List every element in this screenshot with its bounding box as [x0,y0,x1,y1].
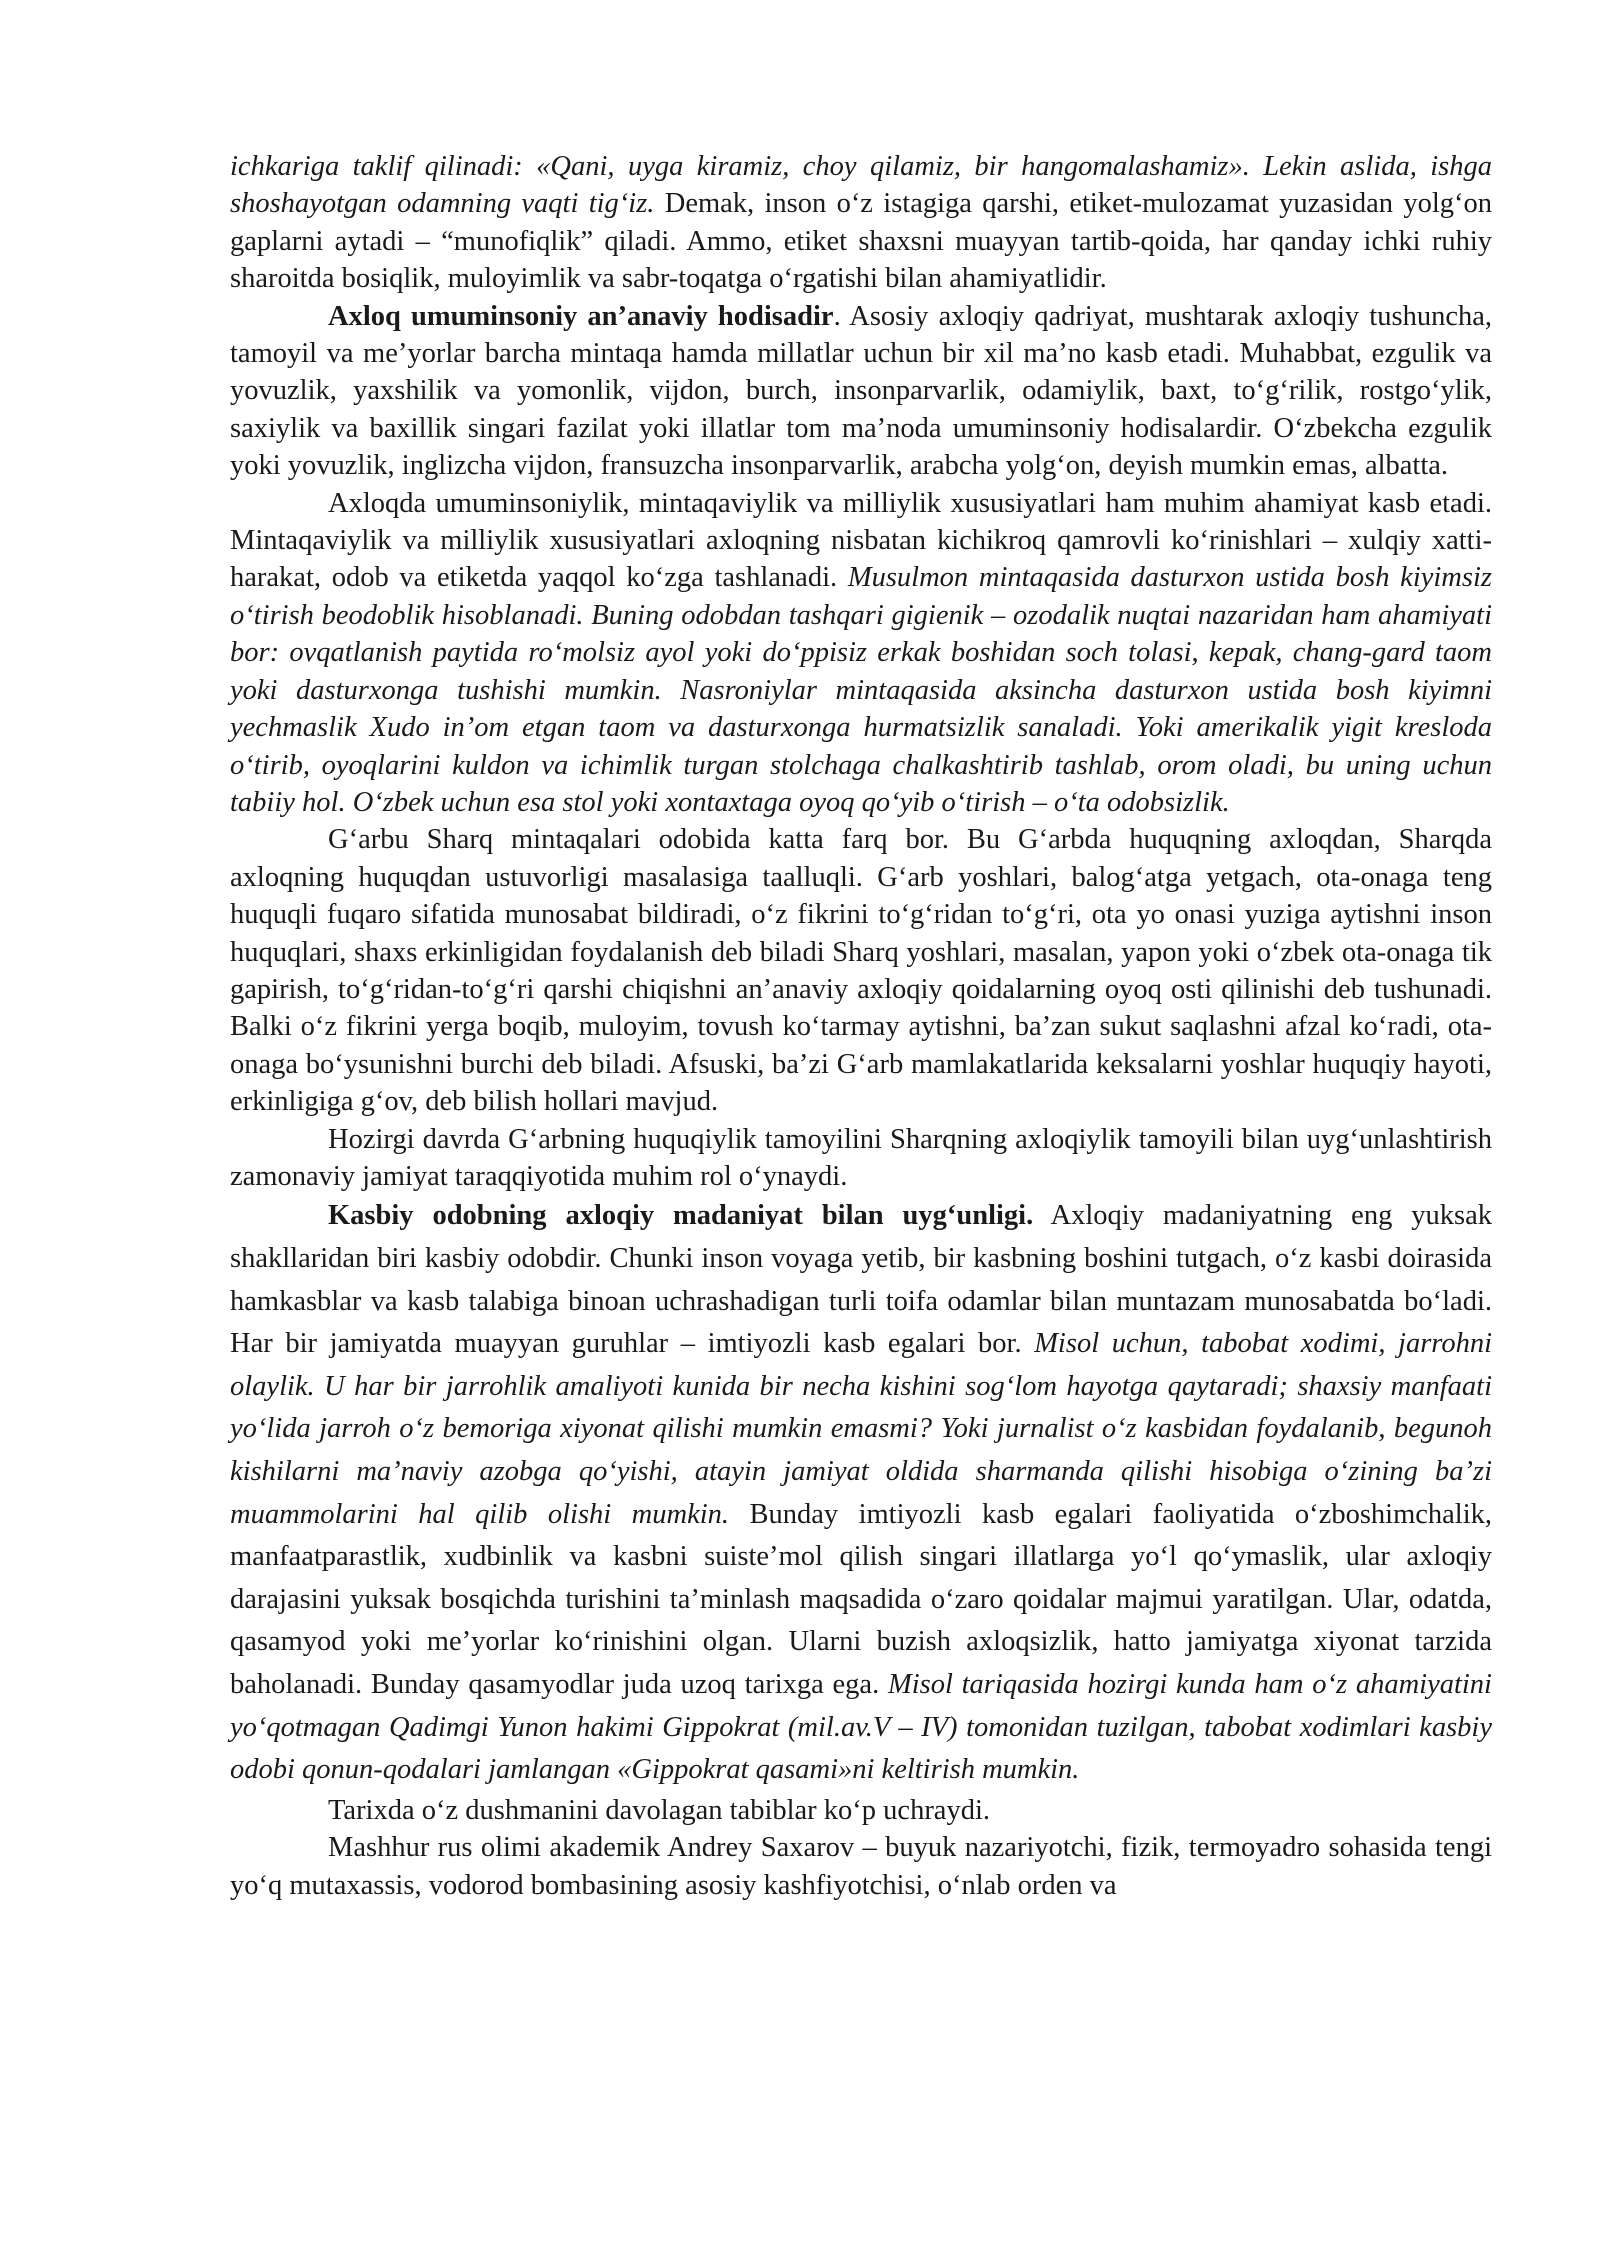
paragraph-text: Axloqda umuminsoniylik, mintaqaviylik va milliylik xususiyatlari ham muhim ahamiyat kasb etadi. Mintaqaviylik va milliylik xususiyatlari axloqning nisbatan kichikroq qamrovli ko‘rinishlari – xulqiy xatti-harakat, odob va etiketda yaqqol ko‘zga tashlanadi. [230,487,1492,594]
paragraph-hozirgi-davr [230,1121,1492,1196]
italic-text: Misol uchun, tabobat xodimi, jarrohni olaylik. U har bir jarrohlik amaliyoti kunida bir necha kishini sog‘lom hayotga qaytaradi; shaxsiy manfaati yo‘lida jarroh o‘z bemoriga xiyonat qilishi mumkin emasmi? Yoki jurnalist o‘z kasbidan foydalanib, begunoh kishilarni ma’naviy azobga qo‘yishi, atayin jamiyat oldida sharmanda qilishi hisobiga o‘zining ba’zi muammolarini hal qilib olishi mumkin. [230,1328,1492,1530]
paragraph-text: . Asosiy axloqiy qadriyat, mushtarak axloqiy tushuncha, tamoyil va me’yorlar barcha mintaqa hamda millatlar uchun bir xil ma’no kasb etadi. Muhabbat, ezgulik va yovuzlik, yaxshilik va yomonlik, vijdon, burch, insonparvarlik, odamiylik, baxt, to‘g‘rilik, rostgo‘ylik, saxiylik va baxillik singari fazilat yoki illatlar tom ma’noda umuminsoniy hodisalardir. O‘zbekcha ezgulik yoki yovuzlik, inglizcha vijdon, fransuzcha insonparvarlik, arabcha yolg‘on, deyish mumkin emas, albatta. [230,300,1492,482]
italic-text: Musulmon mintaqasida dasturxon ustida bosh kiyimsiz o‘tirish beodoblik hisoblanadi. Buning odobdan tashqari gigienik – ozodalik nuqtai nazaridan ham ahamiyati bor: ovqatlanish paytida ro‘molsiz ayol yoki do‘ppisiz erkak boshidan soch tolasi, kepak, chang-gard taom yoki dasturxonga tushishi mumkin. Nasroniylar mintaqasida aksincha dasturxon ustida bosh kiyimni yechmaslik Xudo in’om etgan taom va dasturxonga hurmatsizlik sanaladi. Yoki amerikalik yigit kresloda o‘tirib, oyoqlarini kuldon va ichimlik turgan stolchaga chalkashtirib tashlab, orom oladi, bu uning uchun tabiiy hol. O‘zbek uchun esa stol yoki xontaxtaga oyoq qo‘yib o‘tirish – o‘ta odobsizlik. [230,562,1492,818]
paragraph-mintaqaviylik [230,485,1492,822]
paragraph-text: G‘arbu Sharq mintaqalari odobida katta farq bor. Bu G‘arbda huquqning axloqdan, Sharqda axloqning huquqdan ustuvorligi masalasiga taalluqli. G‘arb yoshlari, balog‘atga yetgach, ota-onaga teng huquqli fuqaro sifatida munosabat bildiradi, o‘z fikrini to‘g‘ridan to‘g‘ri, ota yo onasi yuziga aytishni inson huquqlari, shaxs erkinligidan foydalanish deb biladi Sharq yoshlari, masalan, yapon yoki o‘zbek ota-onaga tik gapirish, to‘g‘ridan-to‘g‘ri qarshi chiqishni an’anaviy axloqiy qoidalarning oyoq osti qilinishi deb tushunadi. Balki o‘z fikrini yerga boqib, muloyim, tovush ko‘tarmay aytishni, ba’zan sukut saqlashni afzal ko‘radi, ota-onaga bo‘ysunishni burchi deb biladi. Afsuski, ba’zi G‘arb mamlakatlarida keksalarni yoshlar huquqiy hayoti, erkinligiga g‘ov, deb bilish hollari mavjud. [230,824,1492,1118]
paragraph-text: Axloqiy madaniyatning eng yuksak shakllaridan biri kasbiy odobdir. Chunki inson voyaga yetib, bir kasbning boshini tutgach, o‘z kasbi doirasida hamkasblar va kasb talabiga binoan uchrashadigan turli toifa odamlar bilan muntazam munosabatda bo‘ladi. Har bir jamiyatda muayyan guruhlar – imtiyozli kasb egalari bor. [230,1200,1492,1360]
paragraph-etiket-continuation [230,148,1492,298]
section-heading: Kasbiy odobning axloqiy madaniyat bilan uyg‘unligi. [328,1200,1034,1232]
paragraph-garb-sharq [230,821,1492,1120]
italic-text: Misol tariqasida hozirgi kunda ham o‘z ahamiyatini yo‘qotmagan Qadimgi Yunon hakimi Gippokrat (mil.av.V – IV) tomonidan tuzilgan, tabobat xodimlari kasbiy odobi qonun-qodalari jamlangan «Gippokrat qasami»ni keltirish mumkin. [230,1668,1492,1786]
paragraph-axloq-umuminsoniy [230,298,1492,485]
paragraph-saxarov [230,1829,1492,1904]
paragraph-text: Bunday imtiyozli kasb egalari faoliyatida o‘zboshimchalik, manfaatparastlik, xudbinlik va kasbni suiste’mol qilish singari illatlarga yo‘l qo‘ymaslik, ular axloqiy darajasini yuksak bosqichda turishini ta’minlash maqsadida o‘zaro qoidalar majmui yaratilgan. Ular, odatda, qasamyod yoki me’yorlar ko‘rinishini olgan. Ularni buzish axloqsizlik, hatto jamiyatga xiyonat tarzida baholanadi. Bunday qasamyodlar juda uzoq tarixga ega. [230,1498,1493,1700]
paragraph-text: Tarixda o‘z dushmanini davolagan tabiblar ko‘p uchraydi. [328,1794,990,1826]
italic-text: ichkariga taklif qilinadi: «Qani, uyga kiramiz, choy qilamiz, bir hangomalashamiz». Lekin aslida, ishga shoshayotgan odamning vaqti tig‘iz. [230,151,1492,220]
section-heading: Axloq umuminsoniy an’anaviy hodisadir [328,300,834,332]
paragraph-text: Demak, inson o‘z istagiga qarshi, etiket-mulozamat yuzasidan yolg‘on gaplarni aytadi – “munofiqlik” qiladi. Ammo, etiket shaxsni muayyan tartib-qoida, har qanday ichki ruhiy sharoitda bosiqlik, muloyimlik va sabr-toqatga o‘rgatishi bilan ahamiyatlidir. [230,188,1493,295]
paragraph-tarixda [230,1792,1492,1829]
paragraph-kasbiy-odob [230,1195,1492,1791]
document-page [230,148,1492,1904]
paragraph-text: Hozirgi davrda G‘arbning huquqiylik tamoyilini Sharqning axloqiylik tamoyili bilan uyg‘unlashtirish zamonaviy jamiyat taraqqiyotida muhim rol o‘ynaydi. [230,1123,1492,1192]
paragraph-text: Mashhur rus olimi akademik Andrey Saxarov – buyuk nazariyotchi, fizik, termoyadro sohasida tengi yo‘q mutaxassis, vodorod bombasining asosiy kashfiyotchisi, o‘nlab orden va [230,1832,1492,1901]
